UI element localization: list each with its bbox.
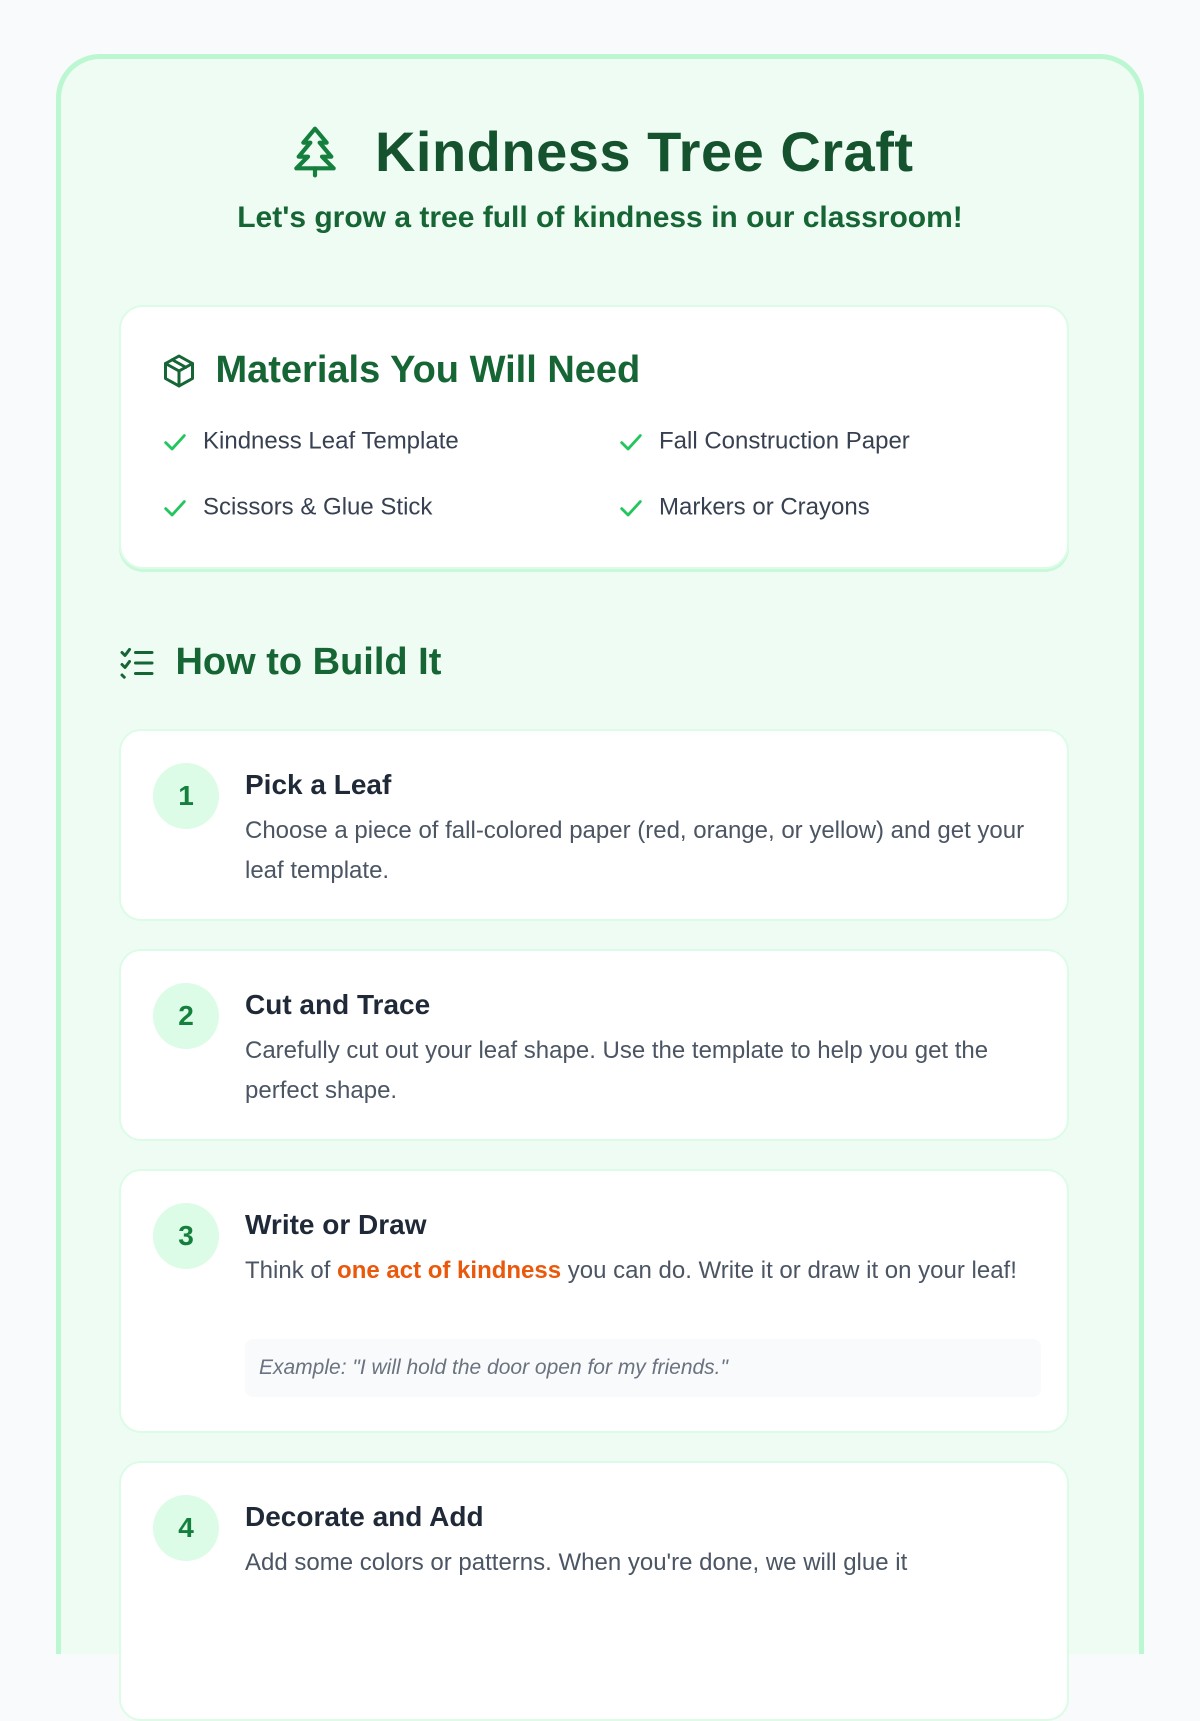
step-number: 3	[153, 1203, 219, 1269]
step-description: Carefully cut out your leaf shape. Use the template to help you get the perfect shape.	[245, 1037, 989, 1104]
material-item	[617, 427, 910, 456]
material-item	[161, 427, 459, 456]
step-description: Add some colors or patterns. When you're done, we will glue it	[245, 1549, 908, 1576]
page-subtitle: Let's grow a tree full of kindness in our classroom!	[237, 201, 963, 234]
title-row	[61, 119, 1139, 184]
material-item	[161, 493, 432, 522]
step-card	[119, 729, 1069, 921]
steps-heading-label: How to Build It	[175, 641, 442, 683]
step-number: 2	[153, 983, 219, 1049]
checklist-icon	[119, 645, 155, 681]
tree-icon	[287, 124, 343, 180]
step-title: Write or Draw	[245, 1209, 427, 1240]
step-description	[245, 1251, 1045, 1291]
check-icon	[161, 428, 189, 456]
material-item-label: Kindness Leaf Template	[203, 427, 459, 455]
step-text-after: you can do. Write it or draw it on your leaf!	[561, 1257, 1017, 1284]
step-title: Cut and Trace	[245, 989, 431, 1020]
materials-heading-label: Materials You Will Need	[215, 349, 641, 391]
check-icon	[617, 428, 645, 456]
box-icon	[161, 353, 197, 389]
material-item-label: Scissors & Glue Stick	[203, 493, 433, 521]
step-number: 1	[153, 763, 219, 829]
craft-card	[56, 54, 1144, 1654]
material-item-label: Markers or Crayons	[659, 493, 870, 521]
kindness-highlight: one act of kindness	[337, 1257, 562, 1284]
step-title: Decorate and Add	[245, 1501, 484, 1532]
step-description: Choose a piece of fall-colored paper (red, orange, or yellow) and get your leaf template.	[245, 817, 1025, 884]
material-item	[617, 493, 870, 522]
step-card	[119, 1169, 1069, 1433]
check-icon	[161, 494, 189, 522]
check-icon	[617, 494, 645, 522]
materials-heading	[161, 349, 640, 392]
steps-heading	[119, 641, 441, 684]
step-card	[119, 949, 1069, 1141]
step-text-before: Think of	[245, 1257, 338, 1284]
materials-panel	[119, 305, 1069, 569]
step-title: Pick a Leaf	[245, 769, 392, 800]
material-item-label: Fall Construction Paper	[659, 427, 910, 455]
step-number: 4	[153, 1495, 219, 1561]
page-title: Kindness Tree Craft	[374, 120, 914, 183]
step-card	[119, 1461, 1069, 1721]
example-box: Example: "I will hold the door open for my friends."	[245, 1339, 1041, 1397]
